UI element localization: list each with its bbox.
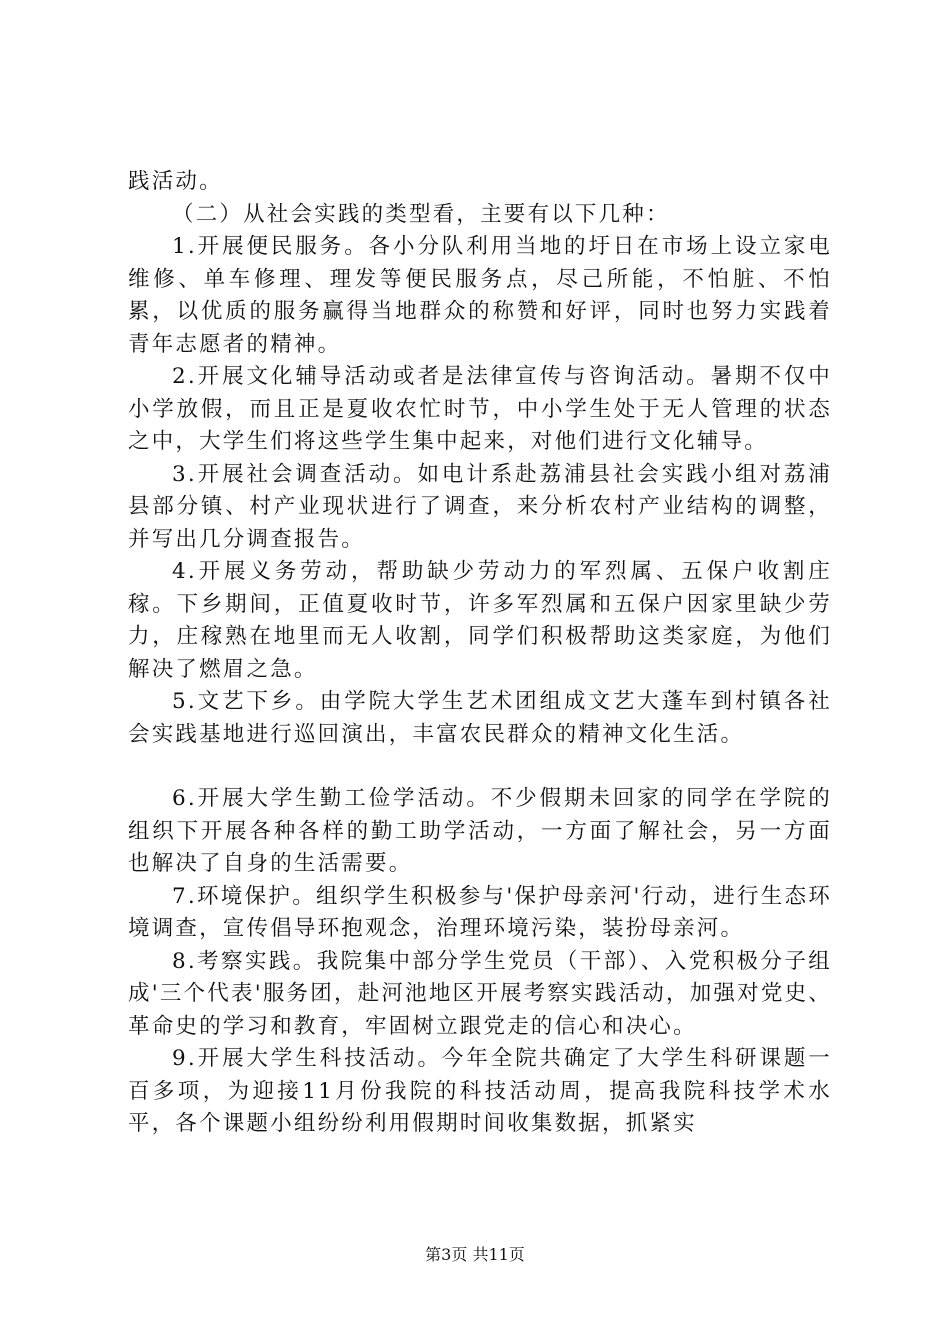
paragraph-continuation: 践活动。: [128, 169, 223, 194]
document-body: [128, 166, 832, 1141]
page-number-label: 第3页 共11页: [425, 1245, 525, 1264]
page-footer: [0, 1242, 950, 1265]
paragraph-item-7: 7.环境保护。组织学生积极参与'保护母亲河'行动，进行生态环境调查，宣传倡导环抱观念，治理环境污染，装扮母亲河。: [128, 883, 832, 941]
paragraph-item-1: 1.开展便民服务。各小分队利用当地的圩日在市场上设立家电维修、单车修理、理发等便民服务点，尽己所能，不怕脏、不怕累，以优质的服务赢得当地群众的称赞和好评，同时也努力实践着青年志愿者的精神。: [128, 234, 832, 357]
paragraph-item-9: 9.开展大学生科技活动。今年全院共确定了大学生科研课题一百多项，为迎接11月份我院的科技活动周，提高我院科技学术水平，各个课题小组纷纷利用假期时间收集数据，抓紧实: [128, 1046, 832, 1136]
section-heading-types: （二）从社会实践的类型看，主要有以下几种：: [172, 201, 670, 227]
paragraph-item-2: 2.开展文化辅导活动或者是法律宣传与咨询活动。暑期不仅中小学放假，而且正是夏收农忙时节，中小学生处于无人管理的状态之中，大学生们将这些学生集中起来，对他们进行文化辅导。: [128, 364, 832, 454]
paragraph-item-5: 5.文艺下乡。由学院大学生艺术团组成文艺大蓬车到村镇各社会实践基地进行巡回演出，丰富农民群众的精神文化生活。: [128, 689, 832, 747]
paragraph-item-4: 4.开展义务劳动，帮助缺少劳动力的军烈属、五保户收割庄稼。下乡期间，正值夏收时节，许多军烈属和五保户因家里缺少劳力，庄稼熟在地里而无人收割，同学们积极帮助这类家庭，为他们解决了燃眉之急。: [128, 559, 832, 682]
paragraph-item-3: 3.开展社会调查活动。如电计系赴荔浦县社会实践小组对荔浦县部分镇、村产业现状进行了调查，来分析农村产业结构的调整，并写出几分调查报告。: [128, 461, 832, 552]
paragraph-item-6: 6.开展大学生勤工俭学活动。不少假期未回家的同学在学院的组织下开展各种各样的勤工助学活动，一方面了解社会，另一方面也解决了自身的生活需要。: [128, 786, 832, 876]
paragraph-item-8: 8.考察实践。我院集中部分学生党员（干部）、入党积极分子组成'三个代表'服务团，赴河池地区开展考察实践活动，加强对党史、革命史的学习和教育，牢固树立跟党走的信心和决心。: [128, 948, 832, 1039]
paragraph-spacer: [128, 751, 832, 783]
